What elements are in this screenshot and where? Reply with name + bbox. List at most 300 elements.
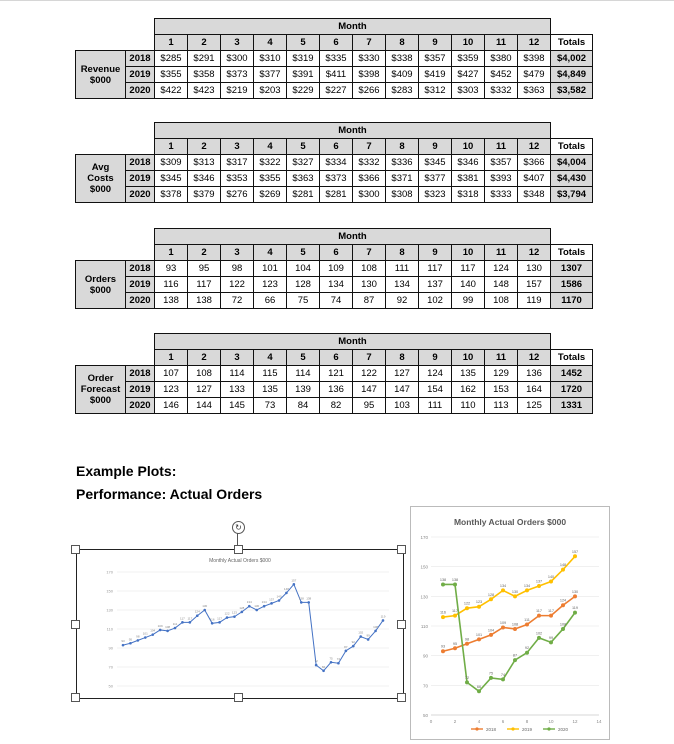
label-line: $000 — [89, 74, 112, 86]
data-label: 123 — [475, 600, 483, 605]
right-chart-title: Monthly Actual Orders $000 — [453, 517, 567, 527]
data-label: 157 — [571, 549, 579, 554]
month-number: 2 — [188, 350, 221, 366]
value-cell: 93 — [155, 261, 188, 277]
value-cell: 140 — [452, 277, 485, 293]
value-cell: 108 — [188, 366, 221, 382]
month-header-row — [76, 229, 593, 245]
value-cell: 121 — [320, 366, 353, 382]
value-cell: 145 — [221, 398, 254, 414]
value-cell: 122 — [353, 366, 386, 382]
x-tick-label: 8 — [525, 719, 529, 724]
value-cell: $380 — [485, 51, 518, 67]
data-point — [537, 584, 541, 588]
value-cell: $317 — [221, 155, 254, 171]
data-point — [477, 637, 481, 641]
table-row — [76, 67, 593, 83]
data-point — [513, 627, 517, 631]
data-point — [263, 605, 266, 608]
month-number: 8 — [386, 350, 419, 366]
value-cell: 136 — [320, 382, 353, 398]
x-tick-label: 2 — [453, 719, 457, 724]
data-point — [549, 640, 553, 644]
blank-cell — [126, 139, 155, 155]
month-number: 4 — [254, 139, 287, 155]
value-cell: $363 — [287, 171, 320, 187]
label-line: $000 — [89, 395, 112, 406]
data-point — [226, 616, 229, 619]
month-number: 10 — [452, 139, 485, 155]
data-label: 130 — [254, 604, 260, 608]
top-divider — [0, 0, 674, 1]
value-cell: $335 — [320, 51, 353, 67]
value-cell: 137 — [419, 277, 452, 293]
data-point — [453, 614, 457, 618]
value-cell: $333 — [485, 187, 518, 203]
value-cell: 135 — [452, 366, 485, 382]
legend-label: 2018 — [486, 726, 497, 732]
data-label: 122 — [463, 601, 471, 606]
value-cell: 135 — [254, 382, 287, 398]
blank-cell — [551, 334, 593, 350]
data-label: 109 — [499, 620, 507, 625]
legend-marker — [511, 727, 514, 730]
value-cell: 111 — [386, 261, 419, 277]
value-cell: $366 — [518, 155, 551, 171]
selected-chart-frame[interactable] — [76, 549, 404, 699]
data-label: 102 — [358, 630, 364, 635]
value-cell: 130 — [518, 261, 551, 277]
data-label: 101 — [142, 631, 148, 636]
value-cell: 116 — [155, 277, 188, 293]
value-cell: $269 — [254, 187, 287, 203]
month-number: 4 — [254, 350, 287, 366]
data-point — [285, 592, 288, 595]
blank-cell — [126, 334, 155, 350]
month-numbers-row — [76, 245, 593, 261]
data-label: 134 — [246, 600, 252, 605]
data-label: 92 — [351, 640, 355, 645]
total-cell: 1170 — [551, 293, 593, 309]
month-number: 7 — [353, 350, 386, 366]
blank-cell — [126, 245, 155, 261]
month-number: 1 — [155, 245, 188, 261]
blank-cell — [126, 35, 155, 51]
value-cell: $332 — [485, 83, 518, 99]
series-line-2019 — [443, 556, 575, 617]
month-number: 9 — [419, 350, 452, 366]
data-label: 122 — [224, 611, 230, 616]
x-tick-label: 10 — [548, 719, 554, 724]
right-orders-chart — [411, 507, 609, 739]
value-cell: $266 — [353, 83, 386, 99]
month-number: 8 — [386, 139, 419, 155]
value-cell: $355 — [155, 67, 188, 83]
value-cell: $377 — [419, 171, 452, 187]
data-point — [465, 606, 469, 610]
value-cell: $276 — [221, 187, 254, 203]
year-cell: 2018 — [126, 51, 155, 67]
month-number: 2 — [188, 245, 221, 261]
data-point — [561, 627, 565, 631]
data-label: 75 — [329, 656, 333, 661]
resize-handle-tl[interactable] — [71, 545, 80, 554]
total-cell: 1720 — [551, 382, 593, 398]
month-number: 8 — [386, 245, 419, 261]
value-cell: $346 — [188, 171, 221, 187]
table-row — [76, 155, 593, 171]
legend-label: 2019 — [522, 726, 533, 732]
y-tick-label: 110 — [106, 626, 113, 632]
value-cell: 84 — [287, 398, 320, 414]
data-point — [537, 614, 541, 618]
rotate-handle-icon[interactable]: ↻ — [232, 521, 245, 534]
value-cell: 110 — [452, 398, 485, 414]
value-cell: $332 — [353, 155, 386, 171]
y-tick-label: 150 — [106, 588, 113, 594]
value-cell: $355 — [254, 171, 287, 187]
data-point — [196, 614, 199, 617]
data-point — [561, 568, 565, 572]
y-tick-label: 90 — [422, 653, 428, 659]
data-label: 134 — [261, 600, 267, 605]
data-point — [573, 611, 577, 615]
resize-handle-r[interactable] — [397, 620, 406, 629]
table-row — [76, 293, 593, 309]
value-cell: $407 — [518, 171, 551, 187]
value-cell: $419 — [419, 67, 452, 83]
row-group-label — [76, 261, 126, 309]
data-label: 108 — [511, 622, 519, 627]
data-point — [166, 630, 169, 633]
value-cell: 108 — [353, 261, 386, 277]
data-point — [561, 603, 565, 607]
value-cell: $345 — [419, 155, 452, 171]
value-cell: 98 — [221, 261, 254, 277]
month-number: 1 — [155, 350, 188, 366]
value-cell: $378 — [155, 187, 188, 203]
data-label: 99 — [366, 633, 370, 638]
value-cell: $422 — [155, 83, 188, 99]
data-point — [159, 629, 162, 632]
value-cell: 107 — [155, 366, 188, 382]
blank-cell — [76, 334, 126, 350]
table-row — [76, 366, 593, 382]
value-cell: 104 — [287, 261, 320, 277]
data-label: 138 — [451, 577, 459, 582]
blank-cell — [76, 139, 126, 155]
data-point — [181, 621, 184, 624]
y-tick-label: 130 — [106, 607, 113, 613]
blank-cell — [551, 19, 593, 35]
left-chart-title: Monthly Actual Orders $000 — [209, 558, 271, 564]
value-cell: $283 — [386, 83, 419, 99]
month-number: 4 — [254, 245, 287, 261]
data-point — [382, 619, 385, 622]
total-cell: 1307 — [551, 261, 593, 277]
y-tick-label: 90 — [108, 645, 113, 651]
month-number: 3 — [221, 35, 254, 51]
value-cell: 124 — [419, 366, 452, 382]
example-plots-heading: Example Plots: — [76, 463, 177, 479]
x-tick-label: 0 — [429, 719, 433, 724]
data-point — [489, 633, 493, 637]
data-label: 95 — [128, 637, 133, 642]
value-cell: 114 — [221, 366, 254, 382]
blank-cell — [76, 35, 126, 51]
data-point — [453, 582, 457, 586]
value-cell: $346 — [452, 155, 485, 171]
data-label: 95 — [452, 641, 458, 646]
data-point — [174, 627, 177, 630]
data-label: 138 — [306, 596, 312, 601]
month-number: 7 — [353, 139, 386, 155]
label-line: Order — [87, 373, 114, 384]
value-cell: 138 — [188, 293, 221, 309]
value-cell: $423 — [188, 83, 221, 99]
month-number: 8 — [386, 35, 419, 51]
value-cell: $227 — [320, 83, 353, 99]
label-line: Revenue — [80, 63, 121, 75]
value-cell: $411 — [320, 67, 353, 83]
data-point — [330, 661, 333, 664]
total-cell: 1331 — [551, 398, 593, 414]
value-cell: 147 — [353, 382, 386, 398]
data-label: 117 — [547, 609, 555, 614]
value-cell: 129 — [485, 366, 518, 382]
legend-marker — [547, 727, 550, 730]
data-label: 117 — [451, 609, 459, 614]
data-point — [189, 621, 192, 624]
x-tick-label: 12 — [572, 719, 578, 724]
label-line: Forecast — [80, 384, 121, 395]
resize-handle-l[interactable] — [71, 620, 80, 629]
value-cell: $203 — [254, 83, 287, 99]
data-point — [441, 582, 445, 586]
data-label: 72 — [314, 659, 318, 664]
data-point — [477, 689, 481, 693]
x-tick-label: 4 — [477, 719, 481, 724]
data-label: 104 — [487, 628, 495, 633]
data-point — [359, 635, 362, 638]
data-label: 137 — [269, 597, 275, 602]
data-label: 75 — [488, 671, 494, 676]
value-cell: $363 — [518, 83, 551, 99]
value-cell: $313 — [188, 155, 221, 171]
value-cell: 130 — [353, 277, 386, 293]
data-label: 148 — [283, 586, 289, 591]
month-number: 4 — [254, 35, 287, 51]
y-tick-label: 110 — [420, 624, 428, 629]
value-cell: 75 — [287, 293, 320, 309]
value-cell: 117 — [452, 261, 485, 277]
data-point — [144, 636, 147, 639]
value-cell: $229 — [287, 83, 320, 99]
data-label: 102 — [535, 631, 543, 636]
table-3 — [75, 333, 593, 414]
data-label: 134 — [499, 583, 507, 588]
value-cell: 153 — [485, 382, 518, 398]
value-cell: 148 — [485, 277, 518, 293]
value-cell: $300 — [221, 51, 254, 67]
data-label: 148 — [559, 563, 567, 568]
month-number: 3 — [221, 350, 254, 366]
data-point — [501, 588, 505, 592]
data-label: 123 — [231, 610, 237, 615]
year-cell: 2019 — [126, 67, 155, 83]
y-tick-label: 170 — [106, 569, 113, 575]
value-cell: $327 — [287, 155, 320, 171]
value-cell: $309 — [155, 155, 188, 171]
blank-cell — [76, 123, 126, 139]
month-number: 5 — [287, 245, 320, 261]
right-chart-box[interactable] — [410, 506, 610, 740]
data-point — [501, 625, 505, 629]
data-point — [513, 658, 517, 662]
value-cell: 66 — [254, 293, 287, 309]
total-cell: $4,430 — [551, 171, 593, 187]
resize-handle-t[interactable] — [234, 545, 243, 554]
month-header: Month — [155, 19, 551, 35]
data-label: 92 — [524, 646, 530, 651]
value-cell: $300 — [353, 187, 386, 203]
year-cell: 2019 — [126, 277, 155, 293]
data-label: 101 — [475, 632, 483, 637]
value-cell: 133 — [221, 382, 254, 398]
row-group-label — [76, 51, 126, 99]
month-number: 6 — [320, 245, 353, 261]
month-number: 1 — [155, 35, 188, 51]
resize-handle-br[interactable] — [397, 693, 406, 702]
value-cell: 113 — [485, 398, 518, 414]
value-cell: $312 — [419, 83, 452, 99]
data-label: 87 — [344, 644, 348, 649]
value-cell: $377 — [254, 67, 287, 83]
value-cell: 127 — [386, 366, 419, 382]
data-point — [374, 630, 377, 633]
data-label: 130 — [571, 589, 579, 594]
data-label: 117 — [217, 616, 222, 621]
month-numbers-row — [76, 350, 593, 366]
value-cell: $357 — [419, 51, 452, 67]
value-cell: 95 — [353, 398, 386, 414]
data-point — [137, 639, 140, 642]
year-cell: 2018 — [126, 261, 155, 277]
month-number: 10 — [452, 350, 485, 366]
month-number: 11 — [485, 35, 518, 51]
value-cell: $323 — [419, 187, 452, 203]
value-cell: $366 — [353, 171, 386, 187]
value-cell: $281 — [287, 187, 320, 203]
value-cell: $334 — [320, 155, 353, 171]
value-cell: $330 — [353, 51, 386, 67]
value-cell: 144 — [188, 398, 221, 414]
table-0 — [75, 18, 593, 99]
value-cell: 99 — [452, 293, 485, 309]
data-label: 124 — [194, 609, 200, 614]
value-cell: $371 — [386, 171, 419, 187]
month-numbers-row — [76, 35, 593, 51]
table-row — [76, 187, 593, 203]
data-point — [549, 614, 553, 618]
value-cell: $353 — [221, 171, 254, 187]
data-point — [465, 680, 469, 684]
legend-label: 2020 — [558, 726, 569, 732]
data-point — [525, 651, 529, 655]
value-cell: $291 — [188, 51, 221, 67]
totals-header: Totals — [551, 139, 593, 155]
value-cell: $359 — [452, 51, 485, 67]
value-cell: 108 — [485, 293, 518, 309]
value-cell: 74 — [320, 293, 353, 309]
table-row — [76, 171, 593, 187]
blank-cell — [76, 229, 126, 245]
data-point — [203, 609, 206, 612]
value-cell: $336 — [386, 155, 419, 171]
left-orders-chart — [77, 550, 403, 698]
legend-marker — [475, 727, 478, 730]
row-group-label — [76, 366, 126, 414]
month-header: Month — [155, 334, 551, 350]
resize-handle-b[interactable] — [234, 693, 243, 702]
year-cell: 2018 — [126, 366, 155, 382]
data-label: 119 — [571, 606, 579, 611]
data-label: 116 — [209, 617, 215, 622]
value-cell: 117 — [188, 277, 221, 293]
value-cell: 101 — [254, 261, 287, 277]
month-number: 11 — [485, 350, 518, 366]
month-number: 5 — [287, 350, 320, 366]
data-label: 124 — [559, 598, 567, 603]
data-point — [307, 601, 310, 604]
data-point — [525, 588, 529, 592]
totals-header: Totals — [551, 350, 593, 366]
resize-handle-bl[interactable] — [71, 693, 80, 702]
data-label: 74 — [500, 672, 506, 677]
data-point — [293, 583, 296, 586]
value-cell: $381 — [452, 171, 485, 187]
data-point — [300, 601, 303, 604]
data-point — [537, 636, 541, 640]
value-cell: $345 — [155, 171, 188, 187]
blank-cell — [126, 229, 155, 245]
data-label: 130 — [511, 589, 519, 594]
data-point — [465, 642, 469, 646]
total-cell: $3,582 — [551, 83, 593, 99]
blank-cell — [126, 19, 155, 35]
data-point — [352, 645, 355, 648]
data-label: 116 — [439, 610, 447, 615]
value-cell: 109 — [320, 261, 353, 277]
month-number: 11 — [485, 139, 518, 155]
year-cell: 2019 — [126, 382, 155, 398]
data-label: 108 — [373, 624, 379, 629]
y-tick-label: 170 — [420, 535, 428, 540]
value-cell: $303 — [452, 83, 485, 99]
value-cell: $427 — [452, 67, 485, 83]
value-cell: $379 — [188, 187, 221, 203]
value-cell: $319 — [287, 51, 320, 67]
data-label: 157 — [291, 578, 297, 583]
month-number: 7 — [353, 35, 386, 51]
rotation-stem — [237, 532, 238, 546]
month-number: 12 — [518, 139, 551, 155]
x-tick-label: 14 — [596, 719, 602, 724]
data-label: 99 — [548, 635, 554, 640]
table-1 — [75, 122, 593, 203]
resize-handle-tr[interactable] — [397, 545, 406, 554]
data-label: 117 — [180, 616, 185, 621]
